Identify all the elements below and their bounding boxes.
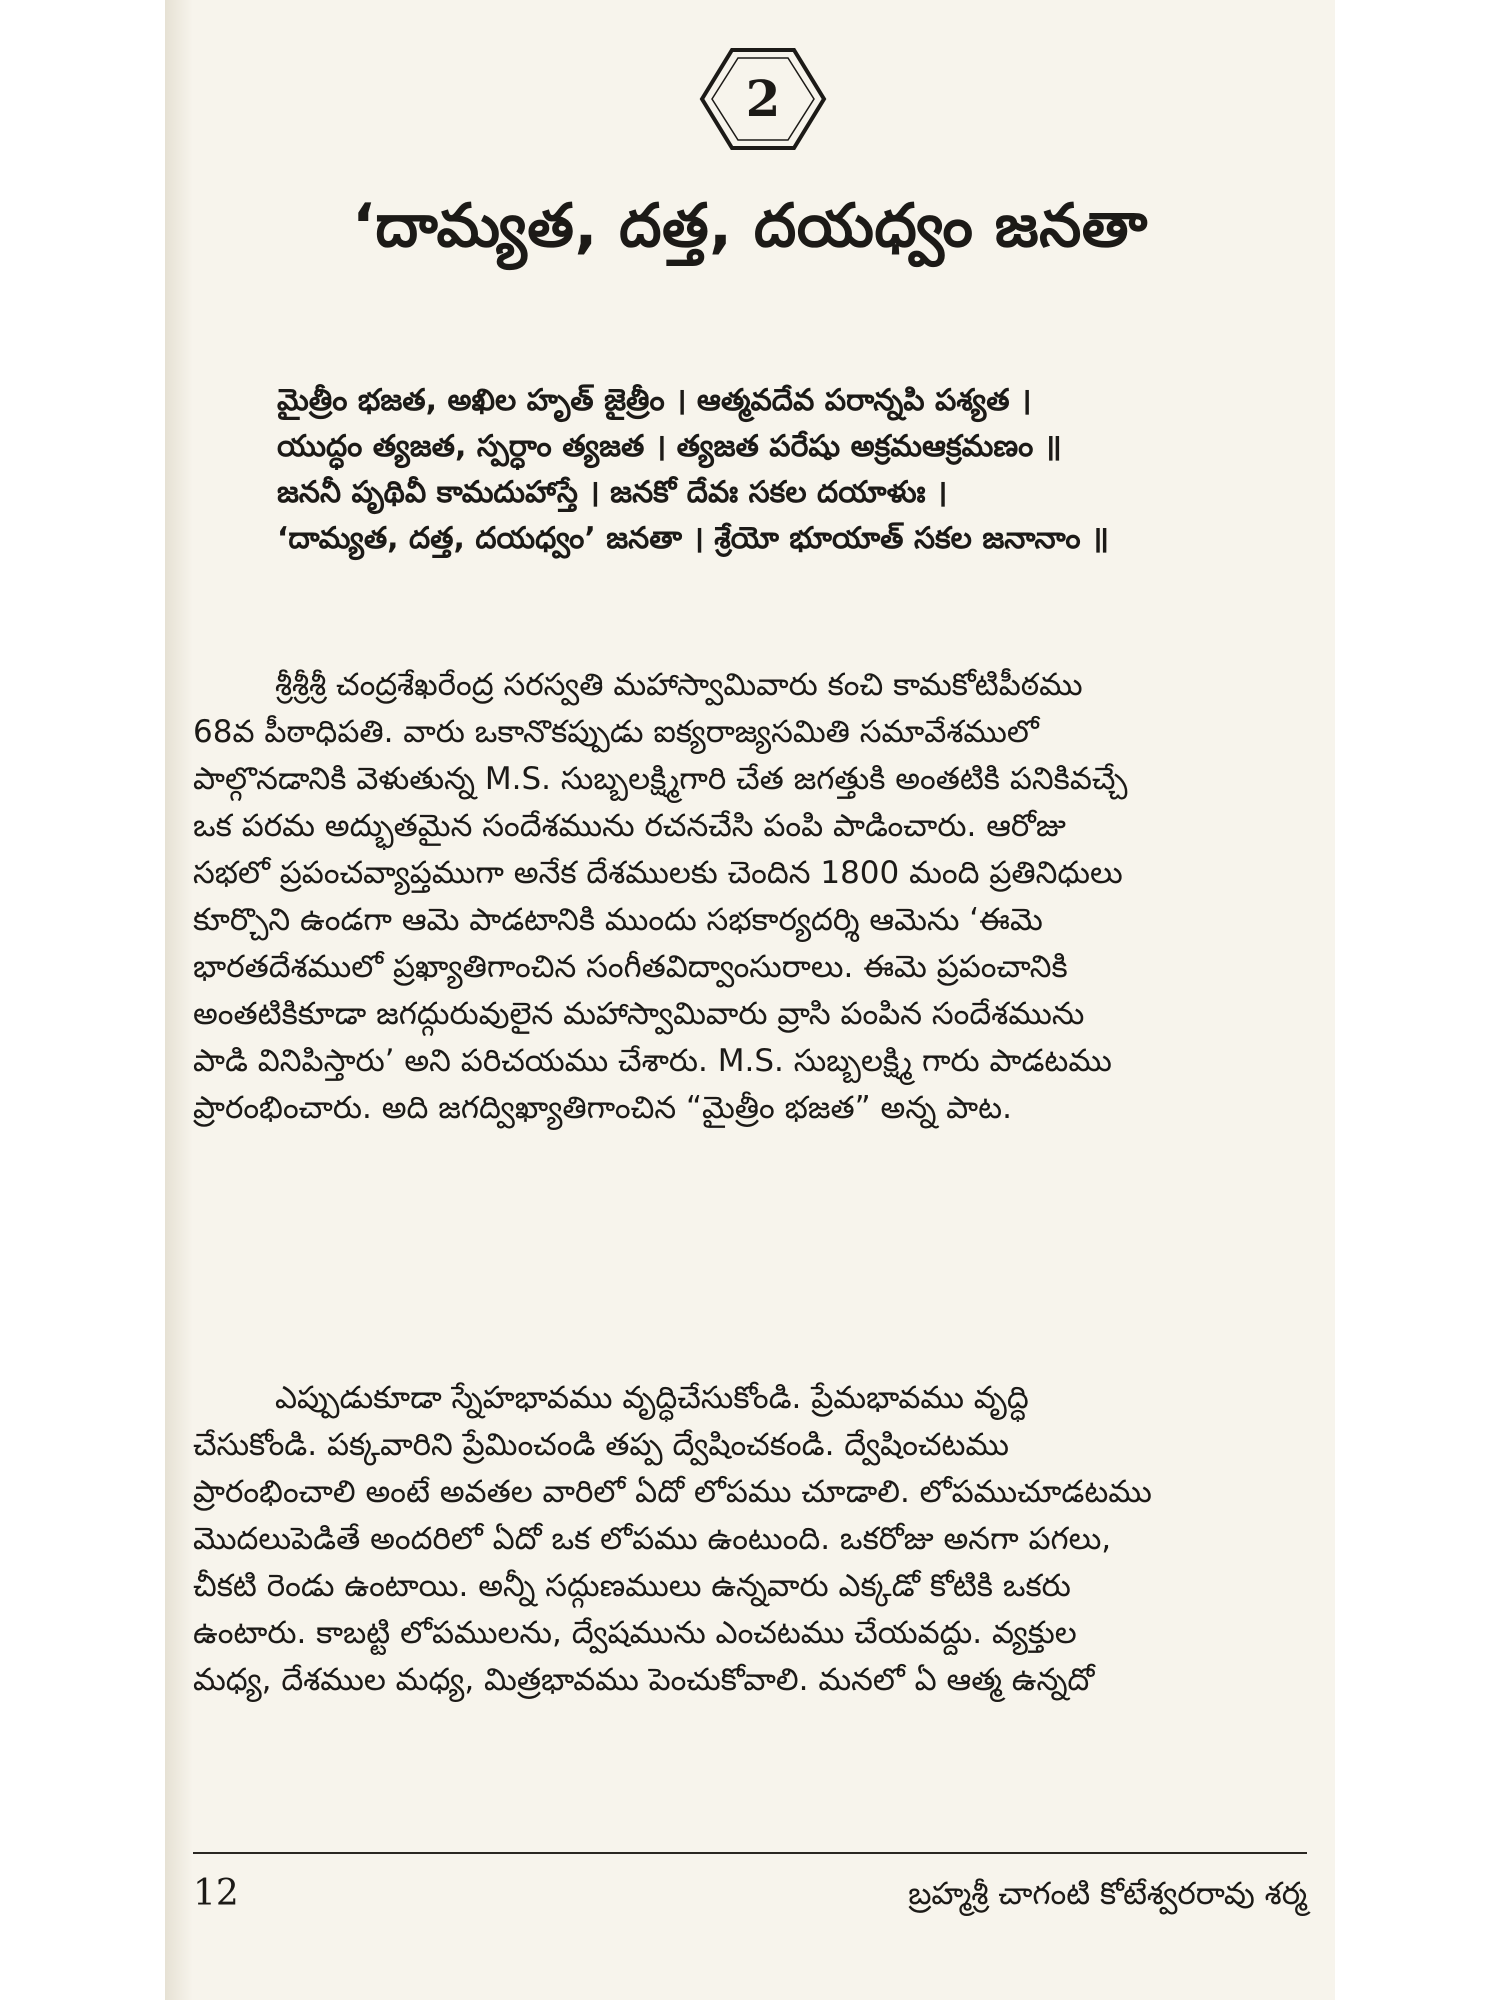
text-line: ప్రారంభించారు. అది జగద్విఖ్యాతిగాంచిన “మైత్రీం భజత” అన్న పాట. [193,1090,1012,1126]
paragraph-1 [193,662,1307,1132]
text-line: ఒక పరమ అద్భుతమైన సందేశమును రచనచేసి పంపి పాడించారు. ఆరోజు [193,808,1066,844]
paragraph-2 [193,1375,1307,1704]
verse-line: మైత్రీం భజత, అఖిల హృత్ జైత్రీం । ఆత్మవదేవ పరాన్నపి పశ్యత । [277,383,1032,418]
chapter-title: ‘దామ్యత, దత్త, దయధ్వం జనతా [352,191,1148,261]
verse-line: యుద్ధం త్యజత, స్పర్ధాం త్యజత । త్యజత పరేషు అక్రమఆక్రమణం ॥ [277,429,1062,464]
chapter-number: 2 [745,69,781,128]
text-line: మొదలుపెడితే అందరిలో ఏదో ఒక లోపము ఉంటుంది. ఒకరోజు అనగా పగలు, [193,1521,1112,1557]
book-page [165,0,1335,2000]
text-line: కూర్చొని ఉండగా ఆమె పాడటానికి ముందు సభకార్యదర్శి ఆమెను ‘ఈమె [193,902,1043,938]
text-line: శ్రీశ్రీశ్రీ చంద్రశేఖరేంద్ర సరస్వతి మహాస్వామివారు కంచి కామకోటిపీఠము [275,667,1083,703]
text-line: ఉంటారు. కాబట్టి లోపములను, ద్వేషమును ఎంచటము చేయవద్దు. వ్యక్తుల [193,1615,1077,1651]
text-line: చీకటి రెండు ఉంటాయి. అన్నీ సద్గుణములు ఉన్నవారు ఎక్కడో కోటికి ఒకరు [193,1568,1071,1604]
verse-line: జననీ పృథివీ కామదుహాస్తే । జనకో దేవః సకల దయాళుః । [277,475,948,510]
verse-line: ‘దామ్యత, దత్త, దయధ్వం’ జనతా । శ్రేయో భూయాత్ సకల జనానాం ॥ [277,521,1110,556]
text-line: మధ్య, దేశముల మధ్య, మిత్రభావము పెంచుకోవాలి. మనలో ఏ ఆత్మ ఉన్నదో [193,1662,1095,1698]
chapter-badge [698,44,828,154]
running-footer-author: బ్రహ్మశ్రీ చాగంటి కోటేశ్వరరావు శర్మ [908,1876,1307,1912]
text-line: చేసుకోండి. పక్కవారిని ప్రేమించండి తప్ప ద్వేషించకండి. ద్వేషించటము [193,1427,1009,1463]
text-line: పాల్గొనడానికి వెళుతున్న M.S. సుబ్బలక్ష్మిగారి చేత జగత్తుకి అంతటికి పనికివచ్చే [193,761,1128,797]
sanskrit-verse [277,378,1287,562]
page-gutter-shadow [165,0,193,2000]
text-line: ఎప్పుడుకూడా స్నేహభావము వృద్ధిచేసుకోండి. ప్రేమభావము వృద్ధి [275,1380,1029,1416]
footer-divider [193,1852,1307,1854]
text-line: అంతటికికూడా జగద్గురువులైన మహాస్వామివారు వ్రాసి పంపిన సందేశమును [193,996,1085,1032]
page-number: 12 [193,1873,239,1914]
text-line: 68వ పీఠాధిపతి. వారు ఒకానొకప్పుడు ఐక్యరాజ్యసమితి సమావేశములో [193,714,1039,750]
text-line: భారతదేశములో ప్రఖ్యాతిగాంచిన సంగీతవిద్వాంసురాలు. ఈమె ప్రపంచానికి [193,949,1068,985]
text-line: ప్రారంభించాలి అంటే అవతల వారిలో ఏదో లోపము చూడాలి. లోపముచూడటము [193,1474,1152,1510]
text-line: పాడి వినిపిస్తారు’ అని పరిచయము చేశారు. M.S. సుబ్బలక్ష్మి గారు పాడటము [193,1043,1112,1079]
text-line: సభలో ప్రపంచవ్యాప్తముగా అనేక దేశములకు చెందిన 1800 మంది ప్రతినిధులు [193,855,1123,891]
